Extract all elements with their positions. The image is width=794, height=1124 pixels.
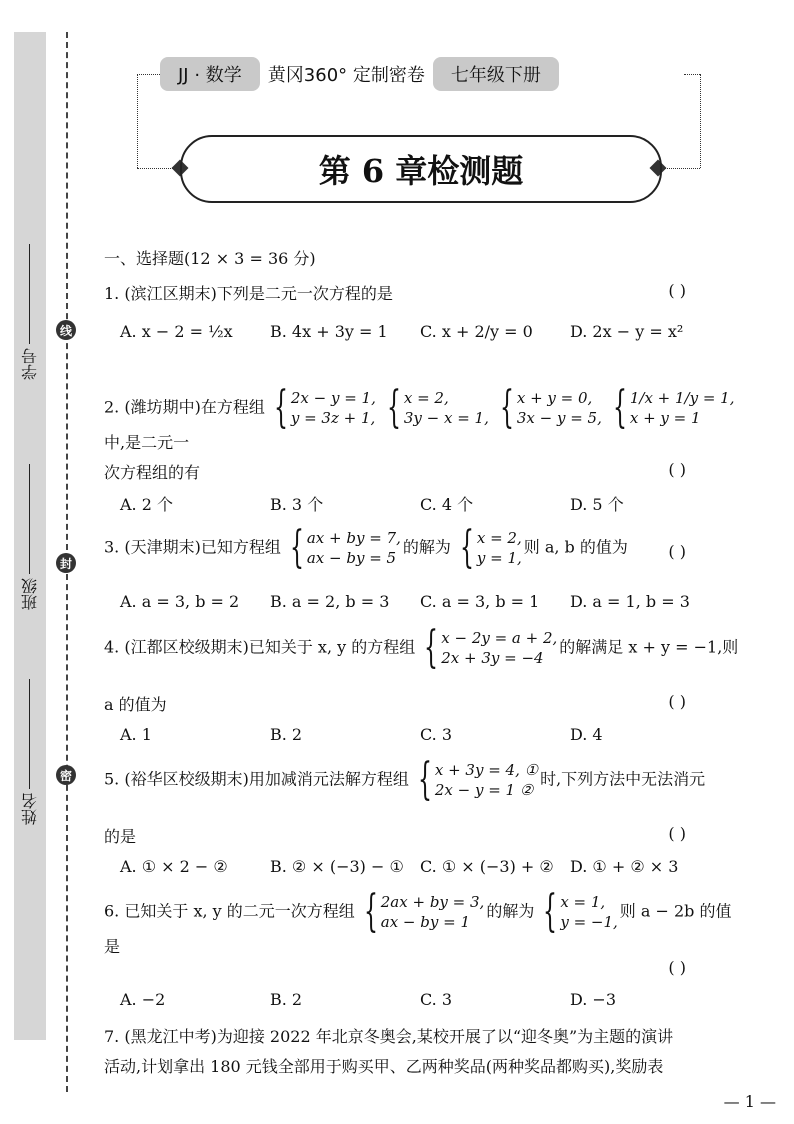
- frame-left: [137, 74, 138, 168]
- question-3-options: A. a = 3, b = 2 B. a = 2, b = 3 C. a = 3, b = 1 D. a = 1, b = 3: [120, 592, 690, 611]
- question-2: 2. (潍坊期中)在方程组 { 2x − y = 1, y = 3z + 1, { x = 2, 3y − x = 1, { x + y = 0, 3x − y = 5, { 1/x + 1/y = 1, x + y = 1 中,是二元一: [104, 382, 735, 452]
- header-bar: [160, 58, 559, 90]
- frame-top-right: [684, 74, 700, 75]
- question-4: 4. (江都区校级期末)已知关于 x, y 的方程组 { x − 2y = a + 2, 2x + 3y = −4 的解满足 x + y = −1,则: [104, 622, 739, 673]
- question-4-options: A. 1 B. 2 C. 3 D. 4: [120, 725, 603, 744]
- series-title: 黄冈360° 定制密卷: [267, 65, 425, 86]
- class-field: 班级: [18, 450, 42, 610]
- student-no-field: 学号: [18, 230, 42, 380]
- section-heading: 一、选择题(12 × 3 = 36 分): [104, 249, 316, 268]
- frame-right: [700, 74, 701, 168]
- chapter-title: 第 6 章检测题: [180, 135, 662, 203]
- page-number: — 1 —: [723, 1092, 776, 1111]
- name-field: 姓名: [18, 665, 42, 825]
- question-7-line1: 7. (黑龙江中考)为迎接 2022 年北京冬奥会,某校开展了以“迎冬奥”为主题的演讲: [104, 1027, 674, 1046]
- seal-xian: 线: [56, 320, 76, 340]
- question-6-options: A. −2 B. 2 C. 3 D. −3: [120, 990, 617, 1009]
- question-7-line2: 活动,计划拿出 180 元钱全部用于购买甲、乙两种奖品(两种奖品都购买),奖励表: [104, 1057, 664, 1076]
- question-5-options: A. ① × 2 − ② B. ② × (−3) − ① C. ① × (−3) + ② D. ① + ② × 3: [120, 857, 679, 876]
- question-6: 6. 已知关于 x, y 的二元一次方程组 { 2ax + by = 3, ax − by = 1 的解为 { x = 1, y = −1, 则 a − 2b 的值是: [104, 886, 732, 956]
- frame-top-left: [137, 74, 160, 75]
- grade-pill: 七年级下册: [433, 57, 559, 91]
- question-5: 5. (裕华区校级期末)用加减消元法解方程组 { x + 3y = 4, ① 2x − y = 1 ② 时,下列方法中无法消元: [104, 754, 706, 805]
- seal-feng: 封: [56, 553, 76, 573]
- subject-pill: JJ · 数学: [160, 57, 260, 91]
- question-4-line2: a 的值为 ( ): [104, 692, 686, 714]
- frame-bottom-right: [662, 168, 700, 169]
- question-3: 3. (天津期末)已知方程组 { ax + by = 7, ax − by = 5 的解为 { x = 2, y = 1, 则 a, b 的值为 ( ): [104, 522, 686, 573]
- seal-mi: 密: [56, 765, 76, 785]
- question-5-line2: 的是 ( ): [104, 824, 686, 846]
- question-1-options: A. x − 2 = ½x B. 4x + 3y = 1 C. x + 2/y = 0 D. 2x − y = x²: [120, 322, 684, 341]
- question-1: 1. (滨江区期末)下列是二元一次方程的是 ( ): [104, 281, 686, 303]
- question-2-line2: 次方程组的有 ( ): [104, 460, 686, 482]
- question-2-options: A. 2 个 B. 3 个 C. 4 个 D. 5 个: [120, 495, 624, 514]
